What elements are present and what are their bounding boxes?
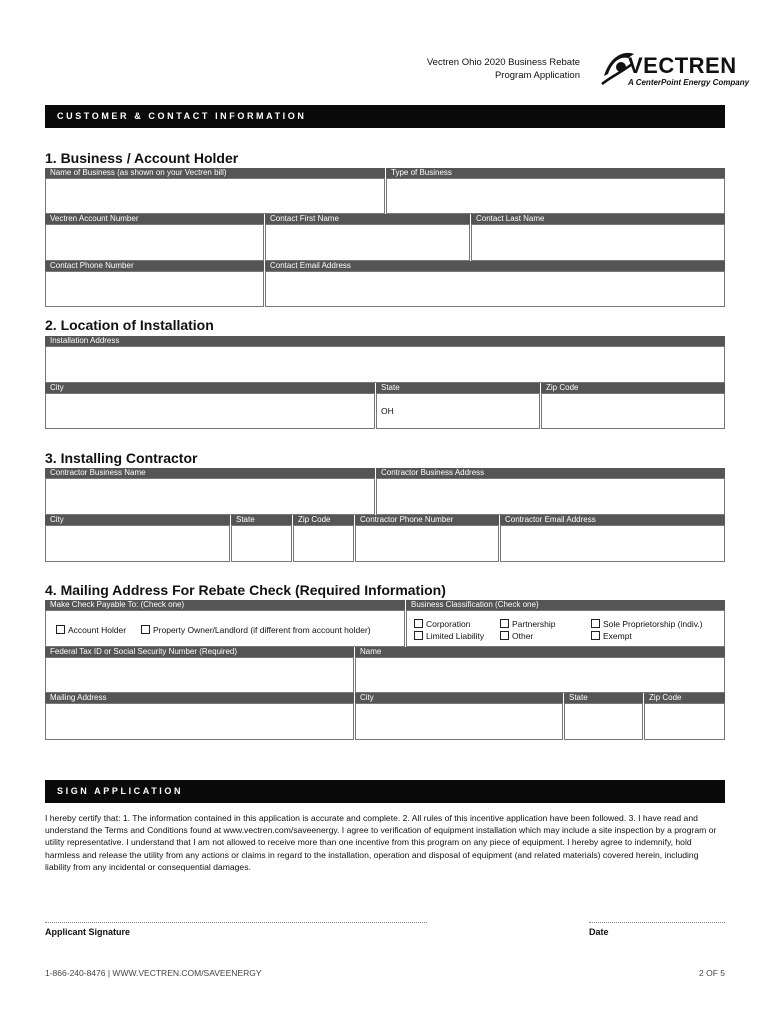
document-title-line2: Program Application bbox=[494, 70, 580, 81]
label-mailing-state: State bbox=[564, 693, 643, 703]
label-contractor-business-address: Contractor Business Address bbox=[376, 468, 725, 478]
contact-last-name-field[interactable] bbox=[471, 224, 725, 261]
tax-id-field[interactable] bbox=[45, 657, 354, 693]
option-property-owner[interactable] bbox=[141, 625, 371, 635]
option-exempt-label: Exempt bbox=[603, 631, 632, 641]
document-title-line1: Vectren Ohio 2020 Business Rebate bbox=[426, 57, 580, 68]
option-limited-liability-label: Limited Liability bbox=[426, 631, 485, 641]
label-install-zip: Zip Code bbox=[541, 383, 725, 393]
option-other[interactable] bbox=[500, 631, 533, 641]
page-number: 2 OF 5 bbox=[699, 968, 725, 978]
label-install-city: City bbox=[45, 383, 375, 393]
logo-wordmark: VECTREN bbox=[628, 53, 737, 78]
label-contractor-city: City bbox=[45, 515, 230, 525]
option-account-holder[interactable] bbox=[56, 625, 126, 635]
contractor-phone-field[interactable] bbox=[355, 525, 499, 562]
install-state-value: OH bbox=[381, 406, 394, 416]
contractor-business-name-field[interactable] bbox=[45, 478, 375, 515]
label-make-check-payable: Make Check Payable To: (Check one) bbox=[45, 600, 405, 610]
contractor-zip-field[interactable] bbox=[293, 525, 354, 562]
label-contractor-zip: Zip Code bbox=[293, 515, 354, 525]
label-payee-name: Name bbox=[355, 647, 725, 657]
label-contractor-phone: Contractor Phone Number bbox=[355, 515, 499, 525]
section-band-contact: CUSTOMER & CONTACT INFORMATION bbox=[45, 105, 725, 128]
install-state-field[interactable] bbox=[376, 393, 540, 429]
label-contact-email: Contact Email Address bbox=[265, 261, 725, 271]
label-contractor-state: State bbox=[231, 515, 292, 525]
mailing-address-field[interactable] bbox=[45, 703, 354, 740]
label-type-of-business: Type of Business bbox=[386, 168, 725, 178]
logo-tagline: A CenterPoint Energy Company bbox=[628, 78, 750, 87]
checkbox-sole-proprietorship[interactable] bbox=[591, 619, 600, 628]
label-mailing-address: Mailing Address bbox=[45, 693, 354, 703]
install-zip-field[interactable] bbox=[541, 393, 725, 429]
label-tax-id: Federal Tax ID or Social Security Number (Required) bbox=[45, 647, 354, 657]
certification-text: I hereby certify that: 1. The information contained in this application is accurate and complete. 2. All rules of this incentive application have been followed. 3. I have read and understand the Terms and Conditions found at www.vectren.com/saveenergy. I agree to verification of equipment installation which may include a site inspection by a program or utility representative. I understand that I am not allowed to receive more than one incentive from this program on any piece of equipment. I hereby agree to indemnify, hold harmless and release the utility from any actions or claims in regard to the installation, operation and disposal of equipment (and related materials) covered herein, including liability from any incidental or consequential damages. bbox=[45, 813, 717, 872]
contractor-city-field[interactable] bbox=[45, 525, 230, 562]
date-line[interactable] bbox=[589, 922, 725, 923]
type-of-business-field[interactable] bbox=[386, 178, 725, 214]
mailing-zip-field[interactable] bbox=[644, 703, 725, 740]
label-contact-phone: Contact Phone Number bbox=[45, 261, 264, 271]
section2-title: 2. Location of Installation bbox=[45, 317, 214, 333]
label-installation-address: Installation Address bbox=[45, 336, 725, 346]
option-property-owner-label: Property Owner/Landlord (if different from account holder) bbox=[153, 625, 371, 635]
label-contractor-email: Contractor Email Address bbox=[500, 515, 725, 525]
option-sole-proprietorship-label: Sole Proprietorship (indiv.) bbox=[603, 619, 703, 629]
installation-address-field[interactable] bbox=[45, 346, 725, 383]
label-contact-last-name: Contact Last Name bbox=[471, 214, 725, 224]
label-business-name: Name of Business (as shown on your Vectren bill) bbox=[45, 168, 385, 178]
contractor-state-field[interactable] bbox=[231, 525, 292, 562]
checkbox-partnership[interactable] bbox=[500, 619, 509, 628]
section3-title: 3. Installing Contractor bbox=[45, 450, 198, 466]
mailing-city-field[interactable] bbox=[355, 703, 563, 740]
footer-contact: 1-866-240-8476 | WWW.VECTREN.COM/SAVEENERGY bbox=[45, 968, 262, 978]
checkbox-limited-liability[interactable] bbox=[414, 631, 423, 640]
document-title bbox=[427, 56, 580, 82]
checkbox-exempt[interactable] bbox=[591, 631, 600, 640]
label-contact-first-name: Contact First Name bbox=[265, 214, 470, 224]
section1-title: 1. Business / Account Holder bbox=[45, 150, 239, 166]
option-limited-liability[interactable] bbox=[414, 631, 484, 641]
payee-name-field[interactable] bbox=[355, 657, 725, 693]
account-number-field[interactable] bbox=[45, 224, 264, 261]
label-mailing-city: City bbox=[355, 693, 563, 703]
contractor-business-address-field[interactable] bbox=[376, 478, 725, 515]
mailing-state-field[interactable] bbox=[564, 703, 643, 740]
date-label: Date bbox=[589, 927, 609, 937]
label-account-number: Vectren Account Number bbox=[45, 214, 264, 224]
label-mailing-zip: Zip Code bbox=[644, 693, 725, 703]
contact-first-name-field[interactable] bbox=[265, 224, 470, 261]
label-contractor-business-name: Contractor Business Name bbox=[45, 468, 375, 478]
applicant-signature-label: Applicant Signature bbox=[45, 927, 131, 937]
option-other-label: Other bbox=[512, 631, 534, 641]
label-business-classification: Business Classification (Check one) bbox=[406, 600, 725, 610]
option-partnership[interactable] bbox=[500, 619, 555, 629]
business-name-field[interactable] bbox=[45, 178, 385, 214]
contact-email-field[interactable] bbox=[265, 271, 725, 307]
contact-phone-field[interactable] bbox=[45, 271, 264, 307]
checkbox-property-owner[interactable] bbox=[141, 625, 150, 634]
option-exempt[interactable] bbox=[591, 631, 632, 641]
option-sole-proprietorship[interactable] bbox=[591, 619, 703, 629]
option-partnership-label: Partnership bbox=[512, 619, 556, 629]
option-corporation-label: Corporation bbox=[426, 619, 471, 629]
applicant-signature-line[interactable] bbox=[45, 922, 427, 923]
checkbox-account-holder[interactable] bbox=[56, 625, 65, 634]
label-install-state: State bbox=[376, 383, 540, 393]
checkbox-corporation[interactable] bbox=[414, 619, 423, 628]
install-city-field[interactable] bbox=[45, 393, 375, 429]
contractor-email-field[interactable] bbox=[500, 525, 725, 562]
option-account-holder-label: Account Holder bbox=[68, 625, 127, 635]
section4-title: 4. Mailing Address For Rebate Check (Required Information) bbox=[45, 582, 446, 598]
option-corporation[interactable] bbox=[414, 619, 470, 629]
checkbox-other[interactable] bbox=[500, 631, 509, 640]
section-band-sign: SIGN APPLICATION bbox=[45, 780, 725, 803]
